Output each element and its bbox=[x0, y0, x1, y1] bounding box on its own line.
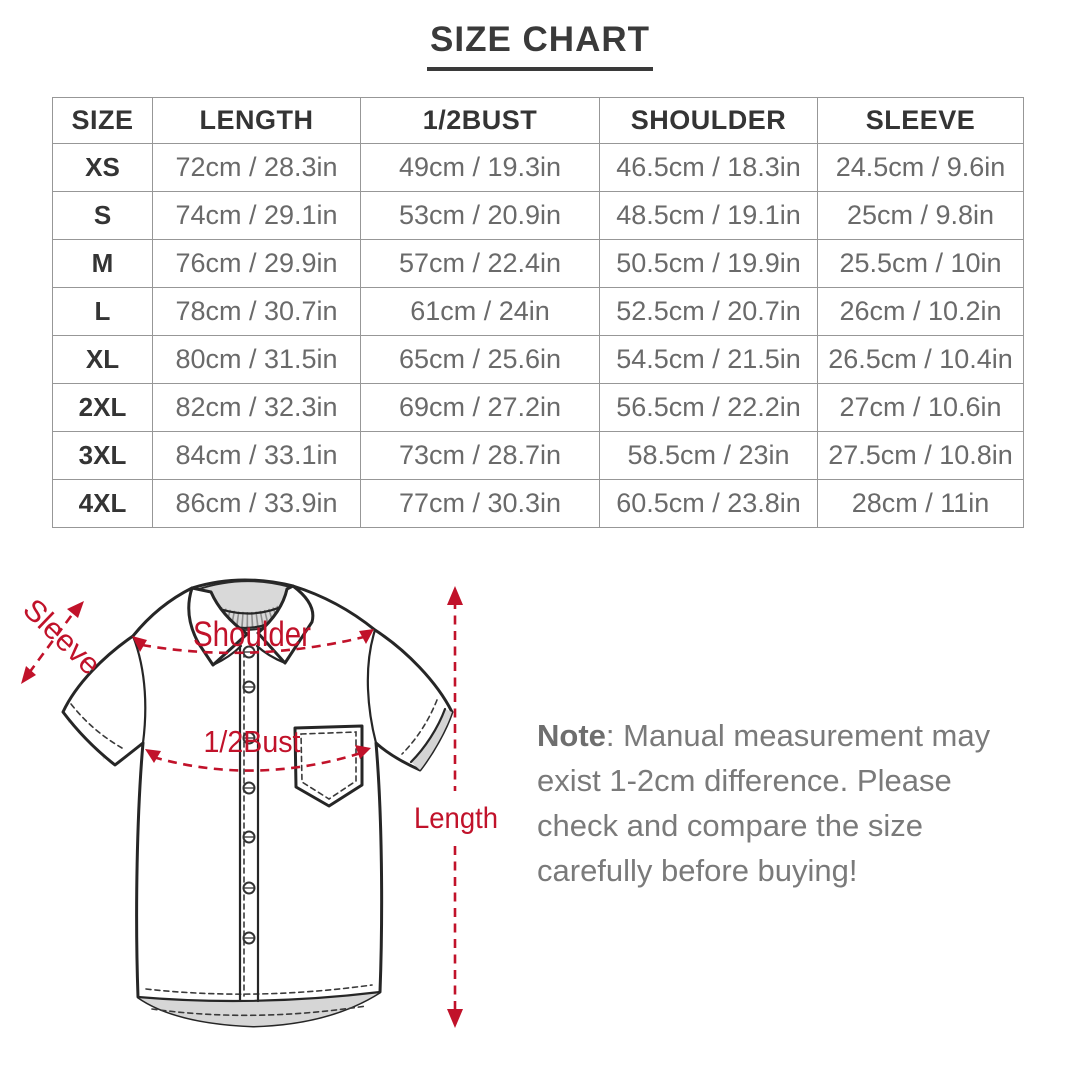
cell-length: 84cm / 33.1in bbox=[153, 432, 361, 480]
cell-bust: 73cm / 28.7in bbox=[361, 432, 600, 480]
length-arrow-down-icon bbox=[447, 1009, 463, 1028]
cell-size: 2XL bbox=[53, 384, 153, 432]
note-line: carefully before buying! bbox=[537, 853, 858, 888]
cell-shoulder: 60.5cm / 23.8in bbox=[600, 480, 818, 528]
header-sleeve: SLEEVE bbox=[818, 98, 1024, 144]
cell-size: S bbox=[53, 192, 153, 240]
size-table bbox=[52, 97, 1024, 528]
note-label: Note bbox=[537, 718, 606, 753]
cell-bust: 77cm / 30.3in bbox=[361, 480, 600, 528]
cell-bust: 65cm / 25.6in bbox=[361, 336, 600, 384]
cell-shoulder: 54.5cm / 21.5in bbox=[600, 336, 818, 384]
note-line: check and compare the size bbox=[537, 808, 923, 843]
length-arrow-up-icon bbox=[447, 586, 463, 605]
table-row bbox=[53, 480, 1024, 528]
page-title: SIZE CHART bbox=[427, 20, 653, 71]
table-header-row bbox=[53, 98, 1024, 144]
cell-shoulder: 58.5cm / 23in bbox=[600, 432, 818, 480]
cell-sleeve: 28cm / 11in bbox=[818, 480, 1024, 528]
bust-label: 1/2Bust bbox=[203, 724, 301, 759]
cell-size: M bbox=[53, 240, 153, 288]
cell-shoulder: 52.5cm / 20.7in bbox=[600, 288, 818, 336]
cell-shoulder: 48.5cm / 19.1in bbox=[600, 192, 818, 240]
cell-shoulder: 46.5cm / 18.3in bbox=[600, 144, 818, 192]
sleeve-label: Sleeve bbox=[16, 592, 106, 681]
cell-bust: 61cm / 24in bbox=[361, 288, 600, 336]
cell-bust: 69cm / 27.2in bbox=[361, 384, 600, 432]
cell-sleeve: 25.5cm / 10in bbox=[818, 240, 1024, 288]
table-row bbox=[53, 144, 1024, 192]
cell-sleeve: 26cm / 10.2in bbox=[818, 288, 1024, 336]
header-length: LENGTH bbox=[153, 98, 361, 144]
shirt-measurement-diagram bbox=[0, 560, 540, 1080]
cell-length: 86cm / 33.9in bbox=[153, 480, 361, 528]
table-row bbox=[53, 432, 1024, 480]
note-text: : Manual measurement may bbox=[605, 718, 991, 753]
cell-shoulder: 56.5cm / 22.2in bbox=[600, 384, 818, 432]
shoulder-label: Shoulder bbox=[193, 615, 312, 654]
cell-bust: 53cm / 20.9in bbox=[361, 192, 600, 240]
cell-length: 76cm / 29.9in bbox=[153, 240, 361, 288]
cell-sleeve: 27cm / 10.6in bbox=[818, 384, 1024, 432]
cell-bust: 49cm / 19.3in bbox=[361, 144, 600, 192]
cell-sleeve: 26.5cm / 10.4in bbox=[818, 336, 1024, 384]
cell-size: XS bbox=[53, 144, 153, 192]
cell-sleeve: 25cm / 9.8in bbox=[818, 192, 1024, 240]
header-size: SIZE bbox=[53, 98, 153, 144]
cell-size: 4XL bbox=[53, 480, 153, 528]
table-row bbox=[53, 192, 1024, 240]
cell-length: 82cm / 32.3in bbox=[153, 384, 361, 432]
header bbox=[0, 20, 1080, 71]
table-row bbox=[53, 288, 1024, 336]
cell-length: 80cm / 31.5in bbox=[153, 336, 361, 384]
header-bust: 1/2BUST bbox=[361, 98, 600, 144]
cell-size: L bbox=[53, 288, 153, 336]
measurement-note bbox=[537, 713, 1022, 893]
table-row bbox=[53, 336, 1024, 384]
cell-length: 78cm / 30.7in bbox=[153, 288, 361, 336]
cell-size: 3XL bbox=[53, 432, 153, 480]
note-line bbox=[537, 713, 1022, 758]
cell-length: 72cm / 28.3in bbox=[153, 144, 361, 192]
length-label: Length bbox=[414, 802, 498, 835]
cell-shoulder: 50.5cm / 19.9in bbox=[600, 240, 818, 288]
cell-size: XL bbox=[53, 336, 153, 384]
cell-sleeve: 27.5cm / 10.8in bbox=[818, 432, 1024, 480]
header-shoulder: SHOULDER bbox=[600, 98, 818, 144]
note-line: exist 1-2cm difference. Please bbox=[537, 763, 952, 798]
table-row bbox=[53, 240, 1024, 288]
cell-bust: 57cm / 22.4in bbox=[361, 240, 600, 288]
sleeve-arrow-up-icon bbox=[67, 601, 84, 618]
cell-length: 74cm / 29.1in bbox=[153, 192, 361, 240]
cell-sleeve: 24.5cm / 9.6in bbox=[818, 144, 1024, 192]
table-row bbox=[53, 384, 1024, 432]
